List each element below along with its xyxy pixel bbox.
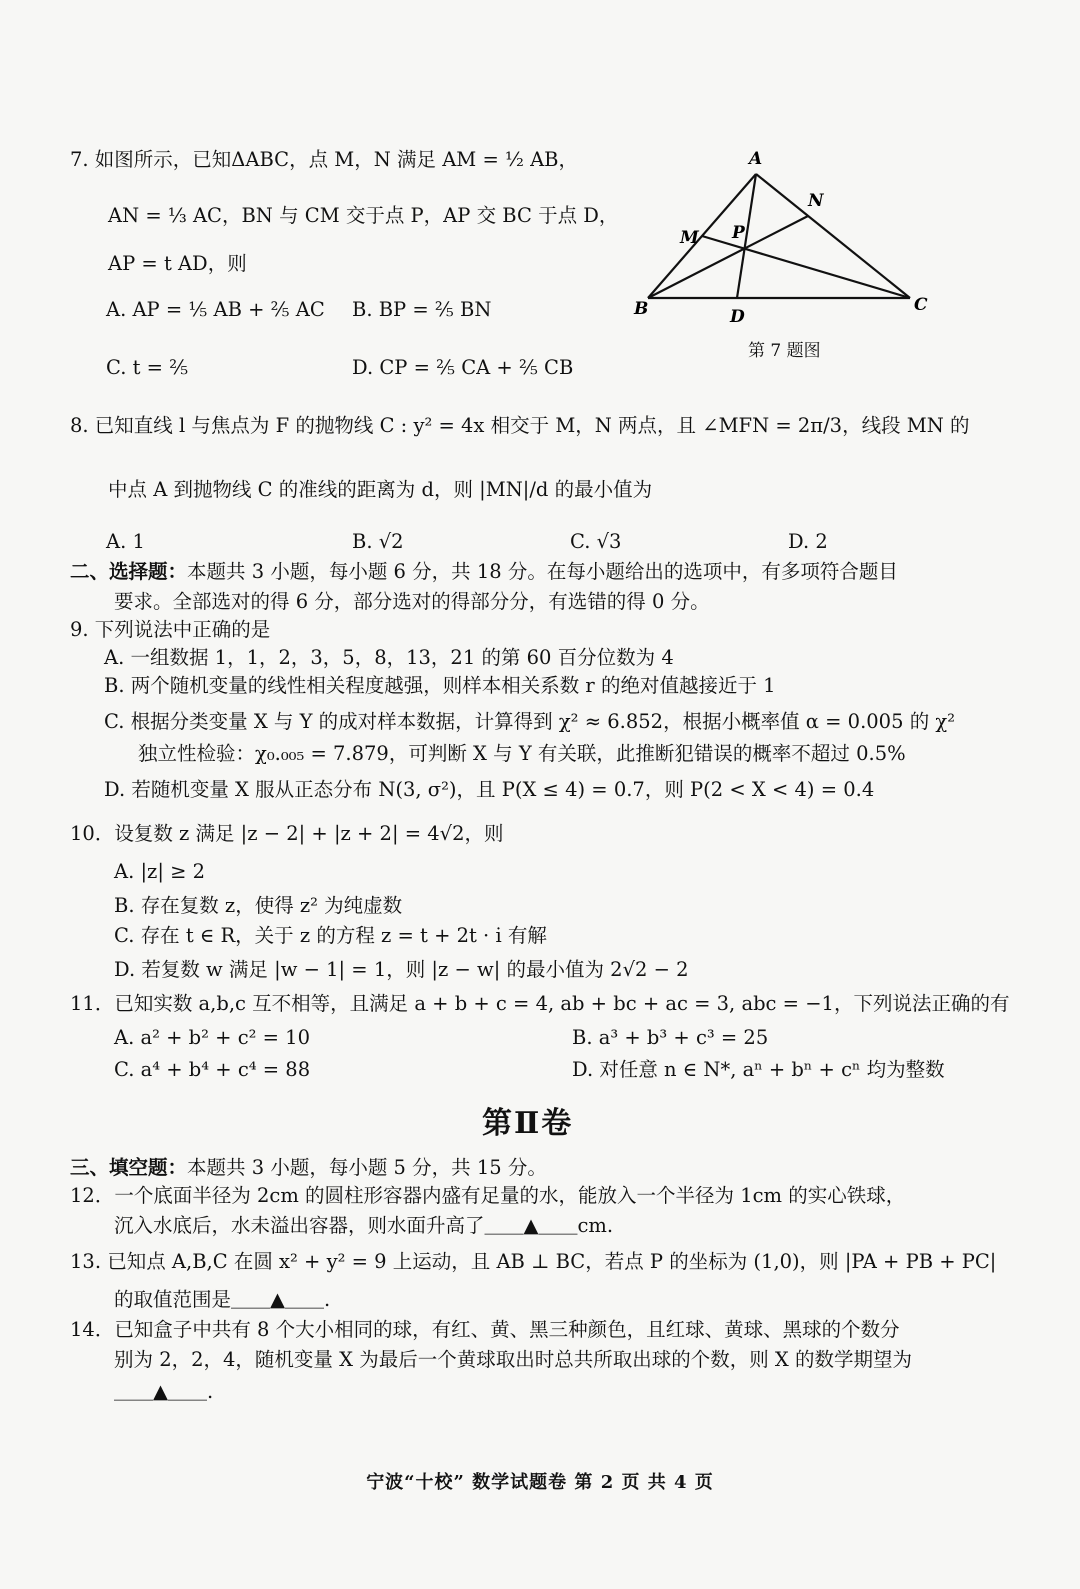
q14-line3: ＿＿▲＿＿. (114, 1380, 214, 1403)
q8-option-a: A. 1 (106, 530, 145, 553)
q11-option-b: B. a³ + b³ + c³ = 25 (572, 1026, 769, 1049)
q11-stem: 11．已知实数 a,b,c 互不相等，且满足 a + b + c = 4, ab + bc + ac = 3, abc = −1，下列说法正确的有 (70, 992, 1010, 1015)
q7-option-c: C. t = ⅖ (106, 356, 189, 379)
segment-bn (648, 216, 808, 298)
q14-line2: 别为 2，2，4，随机变量 X 为最后一个黄球取出时总共所取出球的个数，则 X 的数学期望为 (114, 1348, 912, 1371)
q7-line2: AN = ⅓ AC，BN 与 CM 交于点 P，AP 交 BC 于点 D， (108, 204, 619, 227)
q8-option-d: D. 2 (788, 530, 828, 553)
label-c: C (914, 295, 928, 315)
section2-text1: 本题共 3 小题，每小题 6 分，共 18 分。在每小题给出的选项中，有多项符合题目 (187, 560, 898, 583)
q11-option-a: A. a² + b² + c² = 10 (114, 1026, 310, 1049)
q9-option-c1: C. 根据分类变量 X 与 Y 的成对样本数据，计算得到 χ² ≈ 6.852，根据小概率值 α = 0.005 的 χ² (104, 710, 956, 733)
section2-text2: 要求。全部选对的得 6 分，部分选对的得部分分，有选错的得 0 分。 (114, 590, 710, 613)
q7-triangle-figure (620, 140, 940, 330)
q10-stem: 10．设复数 z 满足 |z − 2| + |z + 2| = 4√2，则 (70, 822, 504, 845)
q7-figure-caption: 第 7 题图 (748, 341, 821, 361)
section3-heading: 三、填空题： (70, 1156, 188, 1179)
q7-option-a: A. AP = ⅕ AB + ⅖ AC (106, 298, 325, 321)
q7-line1: 7. 如图所示，已知ΔABC，点 M，N 满足 AM = ½ AB， (70, 148, 578, 171)
q8-option-b: B. √2 (352, 530, 404, 553)
label-n: N (808, 191, 824, 211)
label-b: B (634, 299, 649, 319)
q14-line1: 14．已知盒子中共有 8 个大小相同的球，有红、黄、黑三种颜色，且红球、黄球、黑球的个数分 (70, 1318, 900, 1341)
q11-option-d: D. 对任意 n ∈ N*, aⁿ + bⁿ + cⁿ 均为整数 (572, 1058, 945, 1081)
label-p: P (732, 223, 745, 243)
part2-title: 第Ⅱ卷 (482, 1106, 574, 1141)
q12-line1: 12．一个底面半径为 2cm 的圆柱形容器内盛有足量的水，能放入一个半径为 1cm 的实心铁球， (70, 1184, 906, 1207)
q7-option-b: B. BP = ⅖ BN (352, 298, 492, 321)
section2-line1 (70, 558, 898, 586)
q13-line1: 13. 已知点 A,B,C 在圆 x² + y² = 9 上运动，且 AB ⊥ BC，若点 P 的坐标为 (1,0)，则 |PA + PB + PC| (70, 1250, 997, 1273)
q10-option-b: B. 存在复数 z，使得 z² 为纯虚数 (114, 894, 403, 917)
q13-line2: 的取值范围是＿＿▲＿＿. (114, 1288, 331, 1311)
q10-option-a: A. |z| ≥ 2 (114, 860, 206, 883)
q10-option-c: C. 存在 t ∈ R，关于 z 的方程 z = t + 2t · i 有解 (114, 924, 547, 947)
section3-text: 本题共 3 小题，每小题 5 分，共 15 分。 (187, 1156, 547, 1179)
label-d: D (730, 307, 745, 327)
q8-line2: 中点 A 到抛物线 C 的准线的距离为 d，则 |MN|/d 的最小值为 (108, 478, 653, 501)
q9-option-b: B. 两个随机变量的线性相关程度越强，则样本相关系数 r 的绝对值越接近于 1 (104, 674, 776, 697)
q8-option-c: C. √3 (570, 530, 622, 553)
q7-line3: AP = t AD，则 (108, 252, 247, 275)
q10-option-d: D. 若复数 w 满足 |w − 1| = 1，则 |z − w| 的最小值为 2√2 − 2 (114, 958, 689, 981)
segment-cm (702, 236, 910, 298)
section2-heading: 二、选择题： (70, 560, 188, 583)
label-a: A (749, 149, 763, 169)
q12-line2: 沉入水底后，水未溢出容器，则水面升高了＿＿▲＿＿cm. (114, 1214, 614, 1237)
q8-line1: 8. 已知直线 l 与焦点为 F 的抛物线 C : y² = 4x 相交于 M，N 两点，且 ∠MFN = 2π/3，线段 MN 的 (70, 414, 970, 437)
q9-option-c2: 独立性检验：χ₀.₀₀₅ = 7.879，可判断 X 与 Y 有关联，此推断犯错误的概率不超过 0.5% (138, 742, 906, 765)
q11-option-c: C. a⁴ + b⁴ + c⁴ = 88 (114, 1058, 311, 1081)
q9-option-d: D. 若随机变量 X 服从正态分布 N(3, σ²)，且 P(X ≤ 4) = 0.7，则 P(2 < X < 4) = 0.4 (104, 778, 875, 801)
q9-stem: 9. 下列说法中正确的是 (70, 618, 271, 641)
q7-option-d: D. CP = ⅖ CA + ⅖ CB (352, 356, 574, 379)
section3-line (70, 1154, 547, 1182)
q9-option-a: A. 一组数据 1，1，2，3，5，8，13，21 的第 60 百分位数为 4 (104, 646, 674, 669)
edge-ac (756, 174, 910, 298)
label-m: M (680, 228, 699, 248)
page-footer: 宁波“十校” 数学试题卷 第 2 页 共 4 页 (366, 1472, 714, 1493)
